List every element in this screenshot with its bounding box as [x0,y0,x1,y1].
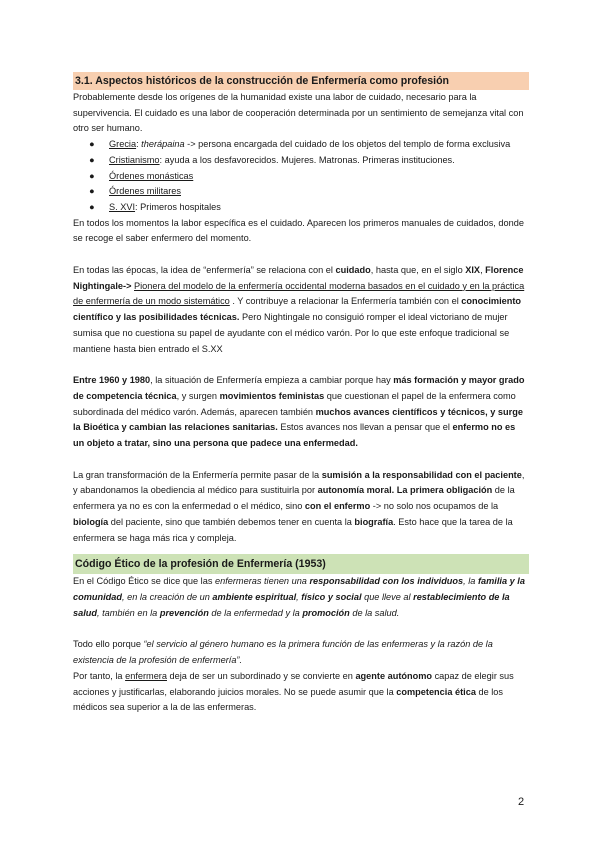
list-item: ● Grecia: therápaina -> persona encargada del cuidado de los objetos del templo de forma exclusiva [73,137,529,153]
list-item: ● Órdenes militares [73,184,529,200]
bullet-icon: ● [89,139,95,150]
paragraph-after-list: En todos los momentos la labor específica es el cuidado. Aparecen los primeros manuales de cuidados, donde se recoge el saber enfermero del momento. [73,217,524,244]
section-heading-code: Código Ético de la profesión de Enfermería (1953) [73,554,529,574]
list-item: ● S. XVI: Primeros hospitales [73,200,529,216]
page-number: 2 [518,796,525,808]
section-heading: 3.1. Aspectos históricos de la construcción de Enfermería como profesión [73,72,529,90]
paragraph-intro: Probablemente desde los orígenes de la humanidad existe una labor de cuidado, necesario para la supervivencia. El cuidado es una labor de cooperación determinada por un sentimiento de semejanza vital con otro ser humano. [73,92,524,134]
bullet-icon: ● [89,186,95,197]
paragraph-code: En el Código Ético se dice que las enfermeras tienen una responsabilidad con los individuos, la familia y la comunidad, en la creación de un ambiente espiritual, físico y social que lleve al restablecimiento de la salud, también en la prevención de la enfermedad y la promoción de la salud. [73,576,525,618]
paragraph-quote: Todo ello porque “el servicio al género humano es la primera función de las enfermeras y la razón de la existencia de la profesión de enfermería”. [73,639,493,666]
list-item: ● Órdenes monásticas [73,169,529,185]
list-item: ● Cristianismo: ayuda a los desfavorecidos. Mujeres. Matronas. Primeras instituciones. [73,153,529,169]
paragraph-transformation: La gran transformación de la Enfermería permite pasar de la sumisión a la responsabilidad con el paciente, y abandonamos la obediencia al médico para sustituirla por autonomía moral. La primera obligación de la enfermera ya no es con la enfermedad o el médico, sino con el enfermo -> no solo nos ocupamos de la biología del paciente, sino que también debemos tener en cuenta la biografía. Esto hace que la tarea de la enfermera se haga más rica y compleja. [73,469,525,543]
history-list [73,137,529,216]
bullet-icon: ● [89,170,95,181]
paragraph-nightingale: En todas las épocas, la idea de “enfermería” se relaciona con el cuidado, hasta que, en el siglo XIX, Florence Nightingale-> Pionera del modelo de la enfermería occidental moderna basados en el cuidado y en la práctica de enfermería de un modo sistemático . Y contribuye a relacionar la Enfermería también con el conocimiento científico y las posibilidades técnicas. Pero Nightingale no consiguió romper el ideal victoriano de mujer sumisa que no cuestiona su papel de ayudante con el médico varón. Por lo que este enfoque tradicional se mantiene hasta bien entrado el S.XX [73,265,525,354]
paragraph-1960-1980: Entre 1960 y 1980, la situación de Enfermería empieza a cambiar porque hay más formación y mayor grado de competencia técnica, y surgen movimientos feministas que cuestionan el papel de la enfermera como subordinada del médico varón. Además, aparecen también muchos avances científicos y técnicos, y surge la Bioética y cambian las relaciones sanitarias. Estos avances nos llevan a pensar que el enfermo no es un objeto a tratar, sino una persona que padece una enfermedad. [73,375,525,449]
document-page [73,72,529,716]
paragraph-autonomy: Por tanto, la enfermera deja de ser un subordinado y se convierte en agente autónomo capaz de elegir sus acciones y justificarlas, elaborando juicios morales. No se puede asumir que la competencia ética de los médicos sea superior a la de las enfermeras. [73,670,514,713]
bullet-icon: ● [89,154,95,165]
bullet-icon: ● [89,201,95,212]
